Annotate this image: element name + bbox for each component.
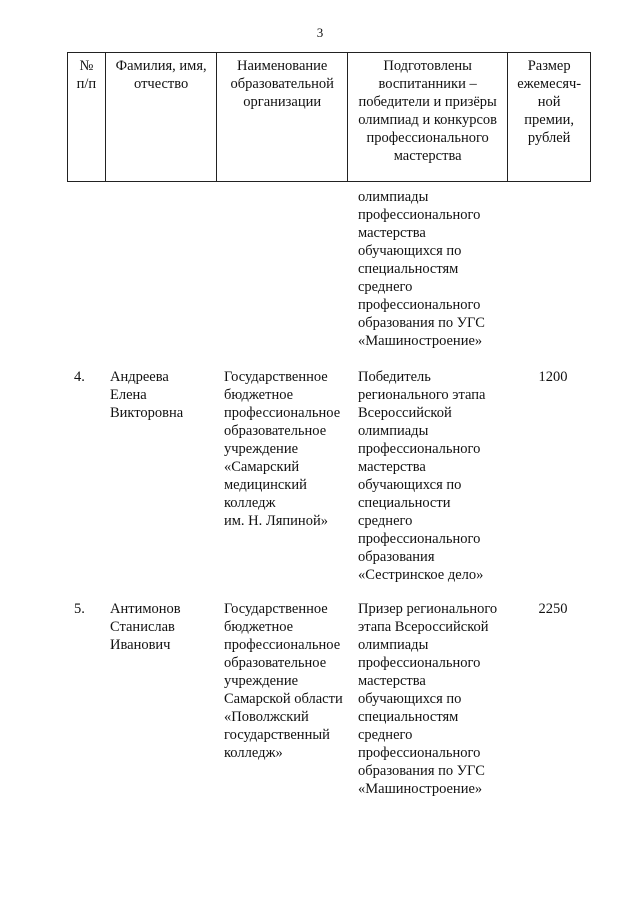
text-line: учреждение	[224, 441, 299, 457]
header-name-line: отчество	[134, 76, 189, 92]
page-number: 3	[316, 25, 324, 40]
text-line: Иванович	[110, 637, 171, 653]
text-line: Победитель	[358, 369, 431, 385]
text-line: профессиональное	[224, 637, 341, 653]
header-achievement-line: профессионального	[366, 130, 489, 146]
text-line: бюджетное	[224, 387, 294, 403]
header-org-line: Наименование	[237, 58, 328, 74]
text-line: специальностям	[358, 261, 459, 277]
row-5-achievement	[358, 600, 516, 798]
row-5-org	[224, 600, 352, 762]
text-line: олимпиады	[358, 637, 429, 653]
text-line: профессионального	[358, 441, 481, 457]
text-line: «Самарский	[224, 459, 300, 475]
text-line: профессионального	[358, 531, 481, 547]
header-achievement-line: победители и призёры	[358, 94, 497, 110]
row-4-org	[224, 368, 352, 530]
row-4-name	[110, 368, 220, 422]
text-line: обучающихся по	[358, 243, 462, 259]
text-line: государственный	[224, 727, 330, 743]
text-line: обучающихся по	[358, 477, 462, 493]
header-org-line: образовательной	[230, 76, 334, 92]
text-line: олимпиады	[358, 189, 429, 205]
text-line: медицинский	[224, 477, 307, 493]
row-4-amount: 1200	[538, 369, 568, 385]
text-line: Станислав	[110, 619, 175, 635]
header-org	[217, 53, 348, 181]
header-amount-line: рублей	[527, 130, 571, 146]
text-line: колледж»	[224, 745, 283, 761]
text-line: профессионального	[358, 297, 481, 313]
text-line: Елена	[110, 387, 147, 403]
text-line: «Машиностроение»	[358, 333, 483, 349]
text-line: «Машиностроение»	[358, 781, 483, 797]
text-line: образования по УГС	[358, 763, 485, 779]
text-line: образовательное	[224, 655, 327, 671]
text-line: специальностям	[358, 709, 459, 725]
text-line: Самарской области	[224, 691, 343, 707]
header-achievement-line: Подготовлены	[383, 58, 472, 74]
text-line: Викторовна	[110, 405, 184, 421]
text-line: Государственное	[224, 369, 328, 385]
text-line: среднего	[358, 513, 413, 529]
text-line: мастерства	[358, 673, 426, 689]
text-line: колледж	[224, 495, 276, 511]
text-line: Государственное	[224, 601, 328, 617]
row-5-num: 5.	[74, 601, 85, 617]
header-num	[68, 53, 106, 181]
text-line: мастерства	[358, 459, 426, 475]
header-name-line: Фамилия, имя,	[115, 58, 207, 74]
text-line: образования по УГС	[358, 315, 485, 331]
text-line: бюджетное	[224, 619, 294, 635]
row-5-amount: 2250	[538, 601, 568, 617]
text-line: профессионального	[358, 655, 481, 671]
text-line: этапа Всероссийской	[358, 619, 489, 635]
text-line: Призер регионального	[358, 601, 498, 617]
text-line: им. Н. Ляпиной»	[224, 513, 328, 529]
header-amount-line: премии,	[524, 112, 575, 128]
text-line: учреждение	[224, 673, 299, 689]
text-line: среднего	[358, 727, 413, 743]
text-line: специальности	[358, 495, 451, 511]
text-line: профессиональное	[224, 405, 341, 421]
row-4-achievement	[358, 368, 516, 584]
header-amount-line: ежемесяч-	[517, 76, 582, 92]
text-line: профессионального	[358, 745, 481, 761]
text-line: олимпиады	[358, 423, 429, 439]
header-achievement-line: мастерства	[393, 148, 462, 164]
text-line: обучающихся по	[358, 691, 462, 707]
row-4-num: 4.	[74, 369, 85, 385]
header-achievement-line: олимпиад и конкурсов	[358, 112, 498, 128]
continuation-achievement	[358, 188, 516, 350]
header-amount-line: Размер	[527, 58, 571, 74]
row-5-name	[110, 600, 220, 654]
header-org-line: организации	[243, 94, 322, 110]
text-line: образования	[358, 549, 435, 565]
header-amount	[508, 53, 590, 181]
text-line: образовательное	[224, 423, 327, 439]
text-line: «Сестринское дело»	[358, 567, 484, 583]
text-line: профессионального	[358, 207, 481, 223]
text-line: мастерства	[358, 225, 426, 241]
header-num-line: п/п	[76, 76, 97, 92]
header-achievement-line: воспитанники –	[378, 76, 477, 92]
header-num-line: №	[79, 58, 94, 74]
header-name	[106, 53, 218, 181]
table-header	[67, 52, 591, 182]
text-line: Андреева	[110, 369, 169, 385]
text-line: среднего	[358, 279, 413, 295]
text-line: регионального этапа	[358, 387, 486, 403]
header-achievement	[348, 53, 508, 181]
text-line: Антимонов	[110, 601, 181, 617]
header-amount-line: ной	[537, 94, 561, 110]
text-line: Всероссийской	[358, 405, 452, 421]
text-line: «Поволжский	[224, 709, 309, 725]
